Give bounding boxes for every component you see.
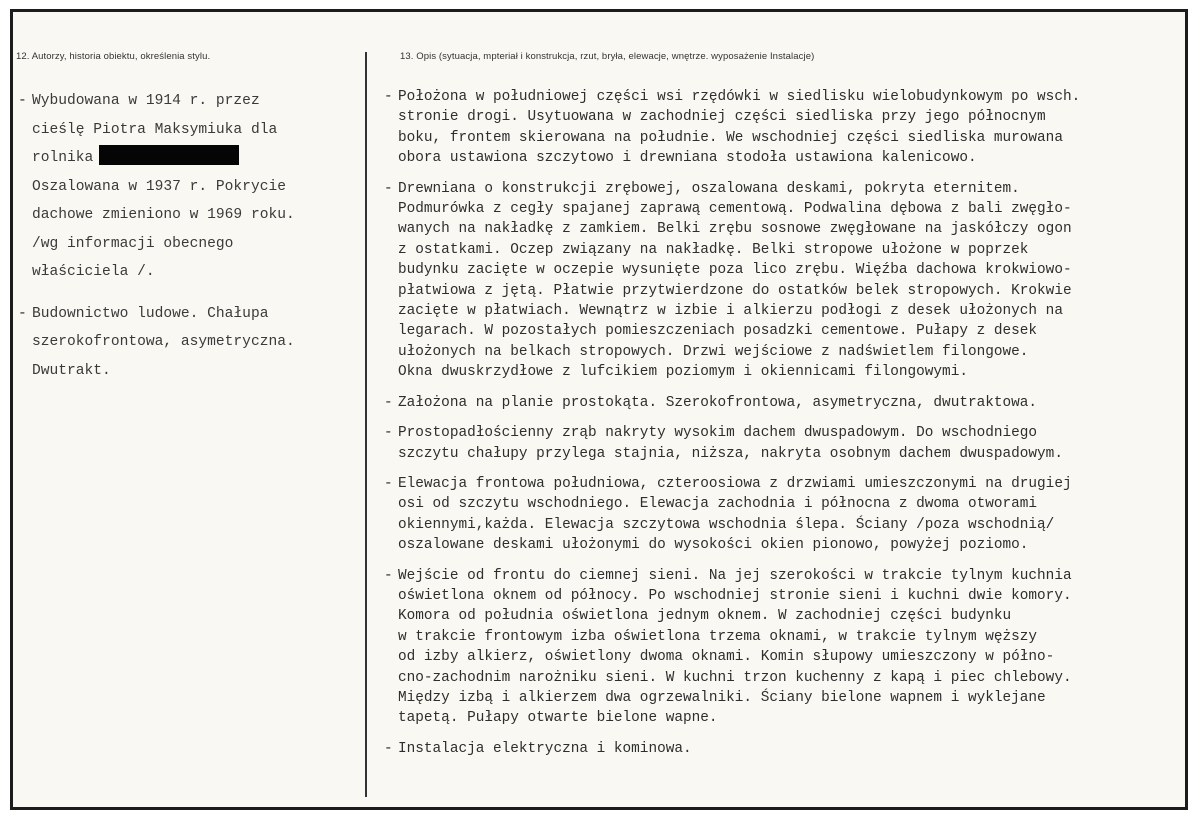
text-line: w trakcie frontowym izba oświetlona trzema oknami, w trakcie tylnym węższy: [398, 628, 1038, 645]
bullet-dash: -: [384, 180, 393, 197]
text-line: budynku zacięte w oczepie wysunięte poza lico zrębu. Więźba dachowa krokwiowo-: [398, 262, 1072, 279]
text-line: szczytu chałupy przylega stajnia, niższa, nakryta osobnym dachem dwuspadowym.: [398, 445, 1063, 462]
paragraph: [384, 474, 1184, 556]
text-line: dachowe zmieniono w 1969 roku.: [32, 207, 295, 223]
text-line: Okna dwuskrzydłowe z lufcikiem poziomym i okiennicami filongowymi.: [398, 364, 968, 381]
text-line: cno-zachodnim narożniku sieni. W kuchni trzon kuchenny z kapą i piec chlebowy.: [398, 669, 1072, 686]
text-line: oświetlona oknem od północy. Po wschodniej stronie sieni i kuchni dwie komory.: [398, 587, 1072, 604]
text-line: oszalowane deskami ułożonymi do wysokości okien pionowo, powyżej poziomo.: [398, 537, 1029, 554]
text-line: boku, frontem skierowana na południe. We wschodniej części siedliska murowana: [398, 129, 1063, 146]
text-line: ułożonych na belkach stropowych. Drzwi wejściowe z nadświetlem filongowe.: [398, 343, 1029, 360]
column-divider: [365, 52, 367, 797]
bullet-dash: -: [384, 425, 393, 442]
text-line: Elewacja frontowa południowa, czteroosiowa z drzwiami umieszczonymi na drugiej: [398, 475, 1072, 492]
text-line: stronie drogi. Usytuowana w zachodniej części siedliska przy jego północnym: [398, 109, 1046, 126]
text-line: Położona w południowej części wsi rzędówki w siedlisku wielobudynkowym po wsch.: [398, 89, 1081, 105]
bullet-dash: -: [18, 93, 27, 109]
paragraph: [18, 300, 358, 386]
paragraph: [384, 87, 1184, 169]
section-13-header: 13. Opis (sytuacja, mpteriał i konstrukcja, rzut, bryła, elewacje, wnętrze. wyposażenie Instalacje): [400, 51, 815, 62]
text-line: cieślę Piotra Maksymiuka dla: [32, 121, 278, 138]
bullet-dash: -: [384, 567, 393, 584]
text-line: Podmurówka z cegły spajanej zaprawą cementową. Podwalina dębowa z bali zwęgło-: [398, 201, 1072, 218]
paragraph: [384, 179, 1184, 383]
paragraph: [384, 566, 1184, 729]
paragraph: [18, 87, 358, 287]
text-line: Oszalowana w 1937 r. Pokrycie: [32, 178, 286, 195]
section-12-text: [18, 87, 358, 398]
text-line: okiennymi,każda. Elewacja szczytowa wschodnia ślepa. Ściany /poza wschodnią/: [398, 516, 1055, 533]
text-line: Wybudowana w 1914 r. przez: [32, 93, 260, 109]
text-line: szerokofrontowa, asymetryczna.: [32, 334, 295, 350]
text-line: płatwiowa z jętą. Płatwie przytwierdzone do ostatków belek stropowych. Krokwie: [398, 282, 1072, 299]
bullet-dash: -: [384, 740, 393, 757]
text-line: Wejście od frontu do ciemnej sieni. Na jej szerokości w trakcie tylnym kuchnia: [398, 567, 1072, 584]
text-line: /wg informacji obecnego: [32, 235, 234, 252]
text-line: Drewniana o konstrukcji zrębowej, oszalowana deskami, pokryta eternitem.: [398, 180, 1020, 197]
paragraph: [384, 423, 1184, 464]
paragraph: [384, 739, 1184, 759]
text-line: obora ustawiona szczytowo i drewniana stodoła ustawiona kalenicowo.: [398, 150, 977, 167]
text-line: tapetą. Pułapy otwarte bielone wapne.: [398, 710, 718, 727]
text-line: Między izbą i alkierzem dwa ogrzewalniki. Ściany bielone wapnem i wyklejane: [398, 689, 1046, 706]
text-line: Prostopadłościenny zrąb nakryty wysokim dachem dwuspadowym. Do wschodniego: [398, 425, 1038, 442]
section-12-header: 12. Autorzy, historia obiektu, określenia stylu.: [16, 51, 211, 62]
text-line: legarach. W pozostałych pomieszczeniach posadzki cementowe. Pułapy z desek: [398, 323, 1038, 340]
text-line: zacięte w płatwiach. Wewnątrz w izbie i alkierzu podłogi z desek ułożonych na: [398, 303, 1063, 320]
bullet-dash: -: [384, 394, 393, 411]
text-line: osi od szczytu wschodniego. Elewacja zachodnia i północna z dwoma otworami: [398, 496, 1038, 513]
text-line: od izby alkierz, oświetlony dwoma oknami. Komin słupowy umieszczony w półno-: [398, 649, 1055, 666]
bullet-dash: -: [384, 89, 393, 105]
bullet-dash: -: [384, 475, 393, 492]
text-line: Budownictwo ludowe. Chałupa: [32, 305, 269, 322]
text-line: Instalacja elektryczna i kominowa.: [398, 740, 692, 757]
text-line: z ostatkami. Oczep związany na nakładkę. Belki stropowe ułożone w poprzek: [398, 241, 1029, 258]
text-line: rolnika: [32, 144, 358, 173]
text-line: Komora od południa oświetlona jednym oknem. W zachodniej części budynku: [398, 608, 1012, 625]
redaction-bar: [99, 145, 239, 165]
text-line: Dwutrakt.: [32, 362, 111, 379]
text-line: wanych na nakładkę z zamkiem. Belki zrębu sosnowe zwęgłowane na jaskółczy ogon: [398, 221, 1072, 238]
text-line: właściciela /.: [32, 264, 155, 280]
bullet-dash: -: [18, 305, 27, 322]
text-line: Założona na planie prostokąta. Szerokofrontowa, asymetryczna, dwutraktowa.: [398, 394, 1038, 411]
paragraph: [384, 393, 1184, 413]
section-13-text: [384, 87, 1184, 769]
